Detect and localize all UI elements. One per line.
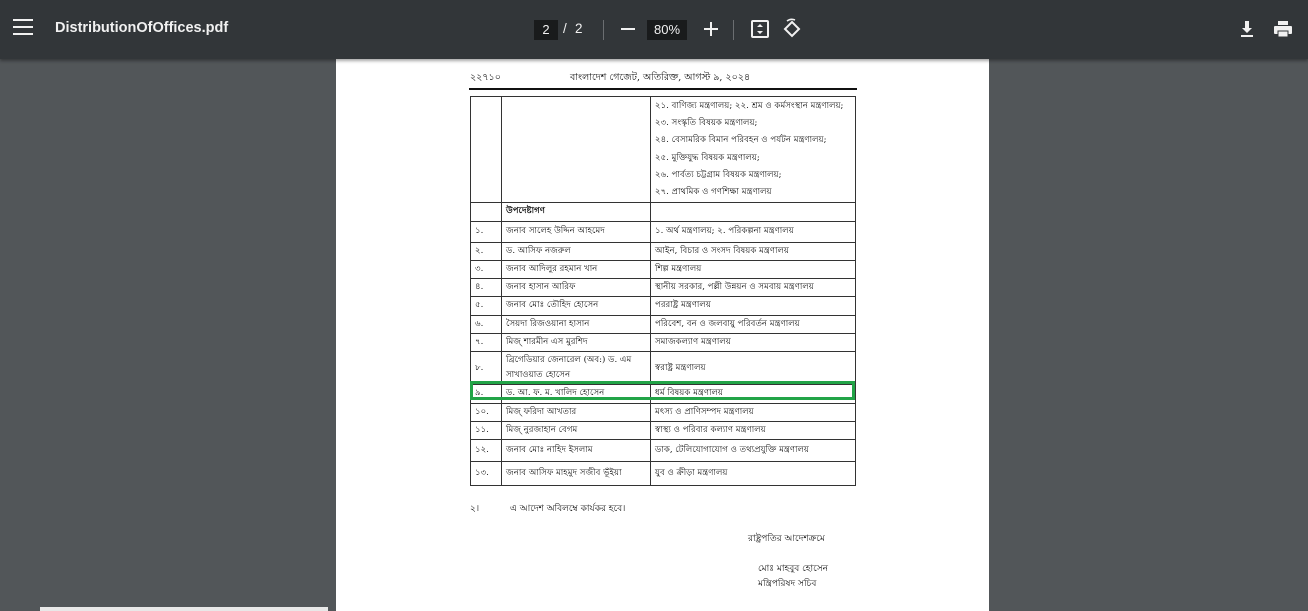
table-row: [471, 260, 856, 278]
adviser-name: সৈয়দা রিজওয়ানা হাসান: [502, 315, 651, 333]
adviser-ministry: শিল্প মন্ত্রণালয়: [651, 260, 856, 278]
table-row: [471, 334, 856, 352]
adviser-ministry: স্থানীয় সরকার, পল্লী উন্নয়ন ও সমবায় মন্ত্রণালয়: [651, 279, 856, 297]
adviser-name: জনাব সালেহ উদ্দিন আহমেদ: [502, 221, 651, 242]
pdf-page: [336, 59, 989, 611]
adviser-ministry: সমাজকল্যাণ মন্ত্রণালয়: [651, 334, 856, 352]
table-row: [471, 221, 856, 242]
adviser-rows: [471, 221, 856, 486]
table-row: [471, 421, 856, 439]
gazette-page-number: ২২৭১০: [470, 72, 501, 83]
adviser-ministry: যুব ও ক্রীড়া মন্ত্রণালয়: [651, 462, 856, 486]
ministry-line: ২৪. বেসামরিক বিমান পরিবহন ও পর্যটন মন্ত্রণালয়;: [655, 135, 827, 146]
adviser-ministry: স্বাস্থ্য ও পরিবার কল্যাণ মন্ত্রণালয়: [651, 421, 856, 439]
table-row: [471, 403, 856, 421]
adviser-ministry: আইন, বিচার ও সংসদ বিষয়ক মন্ত্রণালয়: [651, 242, 856, 260]
zoom-in-button[interactable]: [700, 18, 722, 40]
adviser-number: ১.: [471, 221, 502, 242]
highlight-box: [470, 381, 855, 400]
ministry-line: ২১. বাণিজ্য মন্ত্রণালয়; ২২. শ্রম ও কর্মসংস্থান মন্ত্রণালয়;: [655, 101, 844, 111]
ministry-line: ২৩. সংস্কৃতি বিষয়ক মন্ত্রণালয়;: [655, 118, 758, 129]
adviser-number: ৫.: [471, 297, 502, 315]
fit-page-icon: [749, 18, 771, 40]
signature-line: রাষ্ট্রপতির আদেশক্রমে: [748, 534, 825, 544]
adviser-name: মিজ্ নুরজাহান বেগম: [502, 421, 651, 439]
printer-icon: [1272, 18, 1294, 40]
adviser-name: ড. আ. ফ. ম. খালিদ হোসেন: [502, 385, 651, 403]
adviser-name: ড. আসিফ নজরুল: [502, 242, 651, 260]
table-row: [471, 242, 856, 260]
table-row: [471, 297, 856, 315]
adviser-name: ব্রিগেডিয়ার জেনারেল (অব:) ড. এম সাখাওয়াত হোসেন: [502, 352, 651, 385]
total-pages: 2: [575, 21, 583, 36]
toolbar-divider: [603, 20, 604, 40]
table-row: [471, 440, 856, 462]
adviser-ministry: ডাক, টেলিযোগাযোগ ও তথ্যপ্রযুক্তি মন্ত্রণালয়: [651, 440, 856, 462]
order-number: ২।: [470, 504, 480, 514]
zoom-level-input[interactable]: 80%: [647, 20, 687, 40]
menu-icon[interactable]: [13, 19, 33, 35]
table-row: [471, 352, 856, 385]
signatory-title: মন্ত্রিপরিষদ সচিব: [758, 579, 817, 589]
zoom-out-button[interactable]: [617, 18, 639, 40]
adviser-number: ১০.: [471, 403, 502, 421]
header-rule: [469, 88, 857, 90]
page-separator: /: [563, 21, 567, 36]
adviser-number: ১১.: [471, 421, 502, 439]
order-text: এ আদেশ অবিলম্বে কার্যকর হবে।: [510, 504, 626, 514]
adviser-name: জনাব আদিলুর রহমান খান: [502, 260, 651, 278]
ministry-line: ২৬. পার্বত্য চট্টগ্রাম বিষয়ক মন্ত্রণালয়;: [655, 169, 782, 180]
ministry-line: ২৫. মুক্তিযুদ্ধ বিষয়ক মন্ত্রণালয়;: [655, 152, 760, 163]
adviser-name: জনাব হাসান আরিফ: [502, 279, 651, 297]
signatory-name: মোঃ মাহবুব হোসেন: [758, 564, 829, 574]
adviser-ministry: ধর্ম বিষয়ক মন্ত্রণালয়: [651, 385, 856, 403]
pdf-toolbar: [0, 0, 1308, 59]
adviser-ministry: পরিবেশ, বন ও জলবায়ু পরিবর্তন মন্ত্রণালয়: [651, 315, 856, 333]
adviser-number: ১৩.: [471, 462, 502, 486]
gazette-header-title: বাংলাদেশ গেজেট, অতিরিক্ত, আগস্ট ৯, ২০২৪: [570, 72, 751, 83]
table-row: [471, 462, 856, 486]
table-row: [471, 279, 856, 297]
section-heading: উপদেষ্টাগণ: [502, 203, 651, 221]
adviser-number: ৮.: [471, 352, 502, 385]
continued-ministries-cell: [651, 97, 856, 203]
adviser-number: ৯.: [471, 385, 502, 403]
adviser-name: জনাব মোঃ তৌহিদ হোসেন: [502, 297, 651, 315]
adviser-ministry: মৎস্য ও প্রাণিসম্পদ মন্ত্রণালয়: [651, 403, 856, 421]
adviser-name: জনাব আসিফ মাহমুদ সজীব ভূঁইয়া: [502, 462, 651, 486]
adviser-ministry: স্বরাষ্ট্র মন্ত্রণালয়: [651, 352, 856, 385]
adviser-distribution-table: [470, 96, 856, 486]
rotate-icon: [781, 18, 803, 40]
adviser-number: ২.: [471, 242, 502, 260]
adviser-number: ৭.: [471, 334, 502, 352]
table-row: [471, 315, 856, 333]
adviser-number: ৩.: [471, 260, 502, 278]
table-row: [471, 203, 856, 221]
adviser-number: ৪.: [471, 279, 502, 297]
ministry-line: ২৭. প্রাথমিক ও গণশিক্ষা মন্ত্রণালয়: [655, 187, 772, 198]
table-row: [471, 97, 856, 203]
minus-icon: [617, 18, 639, 40]
adviser-number: ৬.: [471, 315, 502, 333]
adviser-ministry: ১. অর্থ মন্ত্রণালয়; ২. পরিকল্পনা মন্ত্রণালয়: [651, 221, 856, 242]
page-number-input[interactable]: 2: [534, 20, 558, 40]
adviser-number: ১২.: [471, 440, 502, 462]
download-icon: [1236, 18, 1258, 40]
toolbar-divider: [733, 20, 734, 40]
rotate-button[interactable]: [781, 18, 803, 40]
print-button[interactable]: [1272, 18, 1294, 40]
download-button[interactable]: [1236, 18, 1258, 40]
adviser-ministry: পররাষ্ট্র মন্ত্রণালয়: [651, 297, 856, 315]
adviser-name: জনাব মোঃ নাহিদ ইসলাম: [502, 440, 651, 462]
adviser-name: মিজ্ ফরিদা আখতার: [502, 403, 651, 421]
horizontal-scrollbar[interactable]: [40, 607, 328, 611]
document-title: DistributionOfOffices.pdf: [55, 20, 229, 36]
adviser-name: মিজ্ শারমীন এস মুরশিদ: [502, 334, 651, 352]
fit-to-page-button[interactable]: [749, 18, 771, 40]
plus-icon: [700, 18, 722, 40]
